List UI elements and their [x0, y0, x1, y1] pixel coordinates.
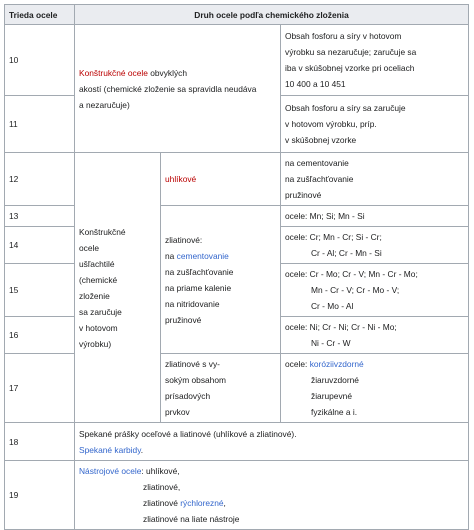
class-number: 10 [5, 25, 75, 96]
tool-steel-link[interactable]: Nástrojové ocele [79, 466, 142, 476]
table-header-row [5, 5, 469, 25]
sintered-cell: Spekané prášky oceľové a liatinové (uhlíkové a zliatinové). Spekané karbidy. [75, 423, 469, 461]
header-steel-type: Druh ocele podľa chemického zloženia [75, 5, 469, 25]
header-steel-class: Trieda ocele [5, 5, 75, 25]
table-row [5, 206, 469, 227]
table-row [5, 354, 469, 423]
structural-steel-line-3: a nezaručuje) [79, 99, 130, 110]
high-alloy-types: ocele: koróziivzdorné žiaruvzdorné žiarupevné fyzikálne a i. [281, 354, 469, 423]
sintered-carbides-line: Spekané karbidy. [79, 444, 144, 455]
table-row [5, 25, 469, 96]
tool-steel-cell: Nástrojové ocele: uhlíkové, zliatinové, zliatinové rýchlorezné, zliatinové na liate nástroje [75, 461, 469, 530]
corrosion-line: ocele: koróziivzdorné [285, 359, 364, 369]
phosphorus-note-11: Obsah fosforu a síry sa zaručuje v hotovom výrobku, príp. v skúšobnej vzorke [281, 96, 469, 153]
high-speed-link[interactable]: rýchlorezné [180, 498, 224, 508]
table-row [5, 461, 469, 530]
quality-steel-cell: Konštrukčné ocele ušľachtilé (chemické zloženie sa zaručuje v hotovom výrobku) [75, 153, 161, 423]
structural-steel-link[interactable]: Konštrukčné ocele [79, 67, 148, 78]
class-number: 14 [5, 227, 75, 264]
table-row [5, 423, 469, 461]
alloy-steel-cell: zliatinové: na cementovanie na zušľachťovanie na priame kalenie na nitridovanie pružinové [161, 206, 281, 354]
alloy-composition-15: ocele: Cr - Mo; Cr - V; Mn - Cr - Mo; Mn - Cr - V; Cr - Mo - V; Cr - Mo - Al [281, 264, 469, 317]
class-number: 19 [5, 461, 75, 530]
carbon-steel-uses: na cementovanie na zušľachťovanie pružinové [281, 153, 469, 206]
alloy-composition-13: ocele: Mn; Si; Mn - Si [281, 206, 469, 227]
class-number: 12 [5, 153, 75, 206]
class-number: 15 [5, 264, 75, 317]
class-number: 17 [5, 354, 75, 423]
structural-steel-cell [75, 25, 281, 153]
carbon-steel-link[interactable]: uhlíkové [165, 174, 197, 184]
steel-classes-table [4, 4, 469, 530]
tool-steel-line-3: zliatinové rýchlorezné, [143, 498, 226, 508]
table-row [5, 153, 469, 206]
carbon-steel-cell [161, 153, 281, 206]
class-number: 13 [5, 206, 75, 227]
alloy-composition-14: ocele: Cr; Mn - Cr; Si - Cr; Cr - Al; Cr - Mn - Si [281, 227, 469, 264]
sintered-carbides-link[interactable]: Spekané karbidy [79, 444, 141, 455]
class-number: 18 [5, 423, 75, 461]
high-alloy-cell: zliatinové s vy- sokým obsahom prísadových prvkov [161, 354, 281, 423]
alloy-cementing-line: na cementovanie [165, 250, 229, 261]
alloy-composition-16: ocele: Ni; Cr - Ni; Cr - Ni - Mo; Ni - Cr - W [281, 317, 469, 354]
class-number: 11 [5, 96, 75, 153]
class-number: 16 [5, 317, 75, 354]
tool-steel-line-1: Nástrojové ocele: uhlíkové, [79, 466, 180, 476]
structural-steel-line-2: akostí (chemické zloženie sa spravidla neudáva [79, 83, 257, 94]
structural-steel-line-1: Konštrukčné ocele obvyklých [79, 67, 188, 78]
phosphorus-note-10: Obsah fosforu a síry v hotovom výrobku sa nezaručuje; zaručuje sa iba v skúšobnej vzorke pri oceliach 10 400 a 10 451 [281, 25, 469, 96]
cementing-link[interactable]: cementovanie [176, 250, 229, 261]
corrosion-link[interactable]: korózii [309, 359, 334, 369]
